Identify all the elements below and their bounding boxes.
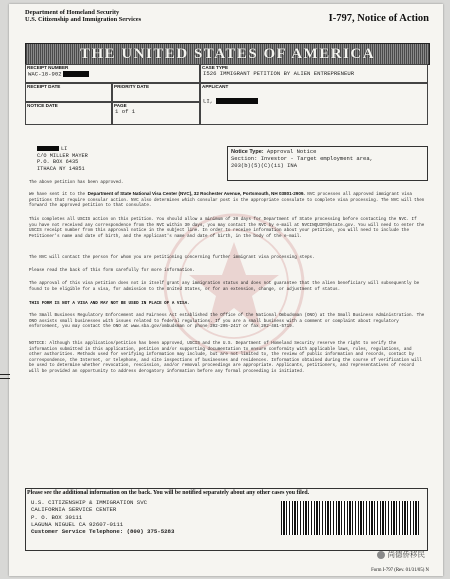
notice-type-label: Notice Type: <box>231 149 264 155</box>
service-center-line-4: LAGUNA NIGUEL CA 92607-0111 <box>31 520 124 528</box>
service-center-line-2: CALIFORNIA SERVICE CENTER <box>31 506 117 514</box>
address-line-1: LI <box>37 146 88 153</box>
additional-info-heading: Please see the additional information on the back. You will be notified separately about any other cases you filed. <box>27 490 310 496</box>
customer-service-phone: Customer Service Telephone: (800) 375-5283 <box>31 528 175 536</box>
address-line-2: C/O MILLER MAYER <box>37 152 88 159</box>
page-value: 1 of 1 <box>115 107 136 115</box>
notice-page <box>9 4 443 576</box>
ombudsman-paragraph: The Small Business Regulatory Enforcement and Fairness Act established the Office of the National Ombudsman (ONO) at the Small Business Administration. The ONO assists small businesses with issues related to federal regulations. If you are a small business with a comment or complaint about regulatory enforcement, you may contact the ONO at www.sba.gov/ombudsman or phone 202-205-2417 or fax 202-481-5719. <box>29 313 425 330</box>
status-disclaimer-paragraph: The approval of this visa petition does not in itself grant any immigration status and does not guarantee that the alien beneficiary will subsequently be found to be eligible for a visa, for admission to the United States, or for an extension, change, or adjustment of status. <box>29 281 420 292</box>
address-line-3: P.O. BOX 6435 <box>37 159 79 166</box>
agency-line-1: Department of Homeland Security <box>25 9 120 16</box>
nvc-contact-paragraph: The NVC will contact the person for whom you are petitioning concerning further immigrant visa processing steps. <box>29 255 315 260</box>
receipt-date-label: RECEIPT DATE <box>27 84 61 89</box>
service-center-line-1: U.S. CITIZENSHIP & IMMIGRATION SVC <box>31 499 148 506</box>
watermark <box>377 549 426 560</box>
wechat-icon <box>377 551 385 559</box>
service-center-address <box>31 499 174 535</box>
verification-notice-paragraph: NOTICE: Although this application/petition has been approved, USCIS and the U.S. Department of Homeland Security reserve the right to verify the information submitted in this application, petition and/or supporting documentation to ensure conformity with applicable laws, rules, regulations, and other authorities. Methods used for verifying information may include, but are not limited to, the review of public information and records, contact by correspondence, the Internet, or telephone, and site inspections of businesses and residences. Information obtained during the course of verification will be used to determine whether revocation, rescission, and/or removal proceedings are appropriate. Applicants, petitioners, and representatives of record will be provided an opportunity to address derogatory information before any formal proceeding is initiated. <box>29 341 422 374</box>
barcode <box>281 501 419 535</box>
processing-paragraph: This completes all USCIS action on this petition. You should allow a minimum of 30 days for Department of State processing before contacting the NVC. If you have not received any correspondence from the NVC within 30 days, you may contact the NVC by e-mail at NVCINQUIRY@state.gov. You will need to enter the USCIS receipt number from this approval notice in the subject line. In order to receive information about your petition, you will need to include the Petitioner's name and date of birth, and the Applicant's name and date of birth, in the body of the e-mail. <box>29 217 425 239</box>
notice-section-line-2: 203(b)(5)(C)(ii) INA <box>231 161 298 169</box>
read-back-paragraph: Please read the back of this form carefully for more information. <box>29 268 195 273</box>
form-revision: Form I-797 (Rev. 01/31/05) N <box>371 568 429 573</box>
notice-date-label: NOTICE DATE <box>27 103 58 108</box>
margin-mark <box>0 374 10 379</box>
applicant-label: APPLICANT <box>202 84 229 89</box>
not-a-visa-warning: THIS FORM IS NOT A VISA AND MAY NOT BE USED IN PLACE OF A VISA. <box>29 301 190 306</box>
case-type-value: I526 IMMIGRANT PETITION BY ALIEN ENTREPRENEUR <box>203 69 355 77</box>
notice-date-cell <box>25 102 112 125</box>
redaction-block <box>216 98 258 104</box>
applicant-cell <box>200 83 428 125</box>
page-label: PAGE <box>114 103 127 108</box>
case-type-cell <box>200 64 428 83</box>
receipt-number-label: RECEIPT NUMBER <box>27 65 69 70</box>
priority-date-cell <box>112 83 200 102</box>
usa-banner <box>25 43 430 65</box>
watermark-text: 尚德侨移民 <box>387 550 425 559</box>
agency-header <box>25 9 141 24</box>
mailing-address <box>37 146 88 172</box>
notice-section-line-1: Section: Investor - Target employment area, <box>231 154 373 162</box>
address-line-4: ITHACA NY 14851 <box>37 165 85 172</box>
receipt-number-value: WAC-18-902 <box>26 71 199 78</box>
case-type-label: CASE TYPE <box>202 65 229 70</box>
priority-date-label: PRIORITY DATE <box>114 84 150 89</box>
service-center-line-3: P. O. BOX 30111 <box>31 513 83 521</box>
notice-type-box <box>227 146 428 181</box>
form-title: I-797, Notice of Action <box>328 13 429 24</box>
receipt-date-cell <box>25 83 112 102</box>
notice-type-value: Approval Notice <box>266 148 317 155</box>
nvc-paragraph: We have sent it to the Department of State National Visa Center (NVC), 32 Rochester Avenue, Portsmouth, NH 03801-2909. NVC processes all approved immigrant visa petitions that require consular action. NVC also determines which consular post is the appropriate consulate to complete visa processing. The NVC will then forward the approved petition to that consulate. <box>29 191 425 209</box>
receipt-number-cell <box>25 64 200 83</box>
approval-statement: The above petition has been approved. <box>29 180 124 185</box>
banner-text: THE UNITED STATES OF AMERICA <box>79 45 376 62</box>
applicant-value: LI, <box>201 98 427 105</box>
redaction-block <box>37 146 59 151</box>
agency-line-2: U.S. Citizenship and Immigration Services <box>25 16 142 24</box>
redaction-block <box>63 71 89 77</box>
page-cell <box>112 102 200 125</box>
